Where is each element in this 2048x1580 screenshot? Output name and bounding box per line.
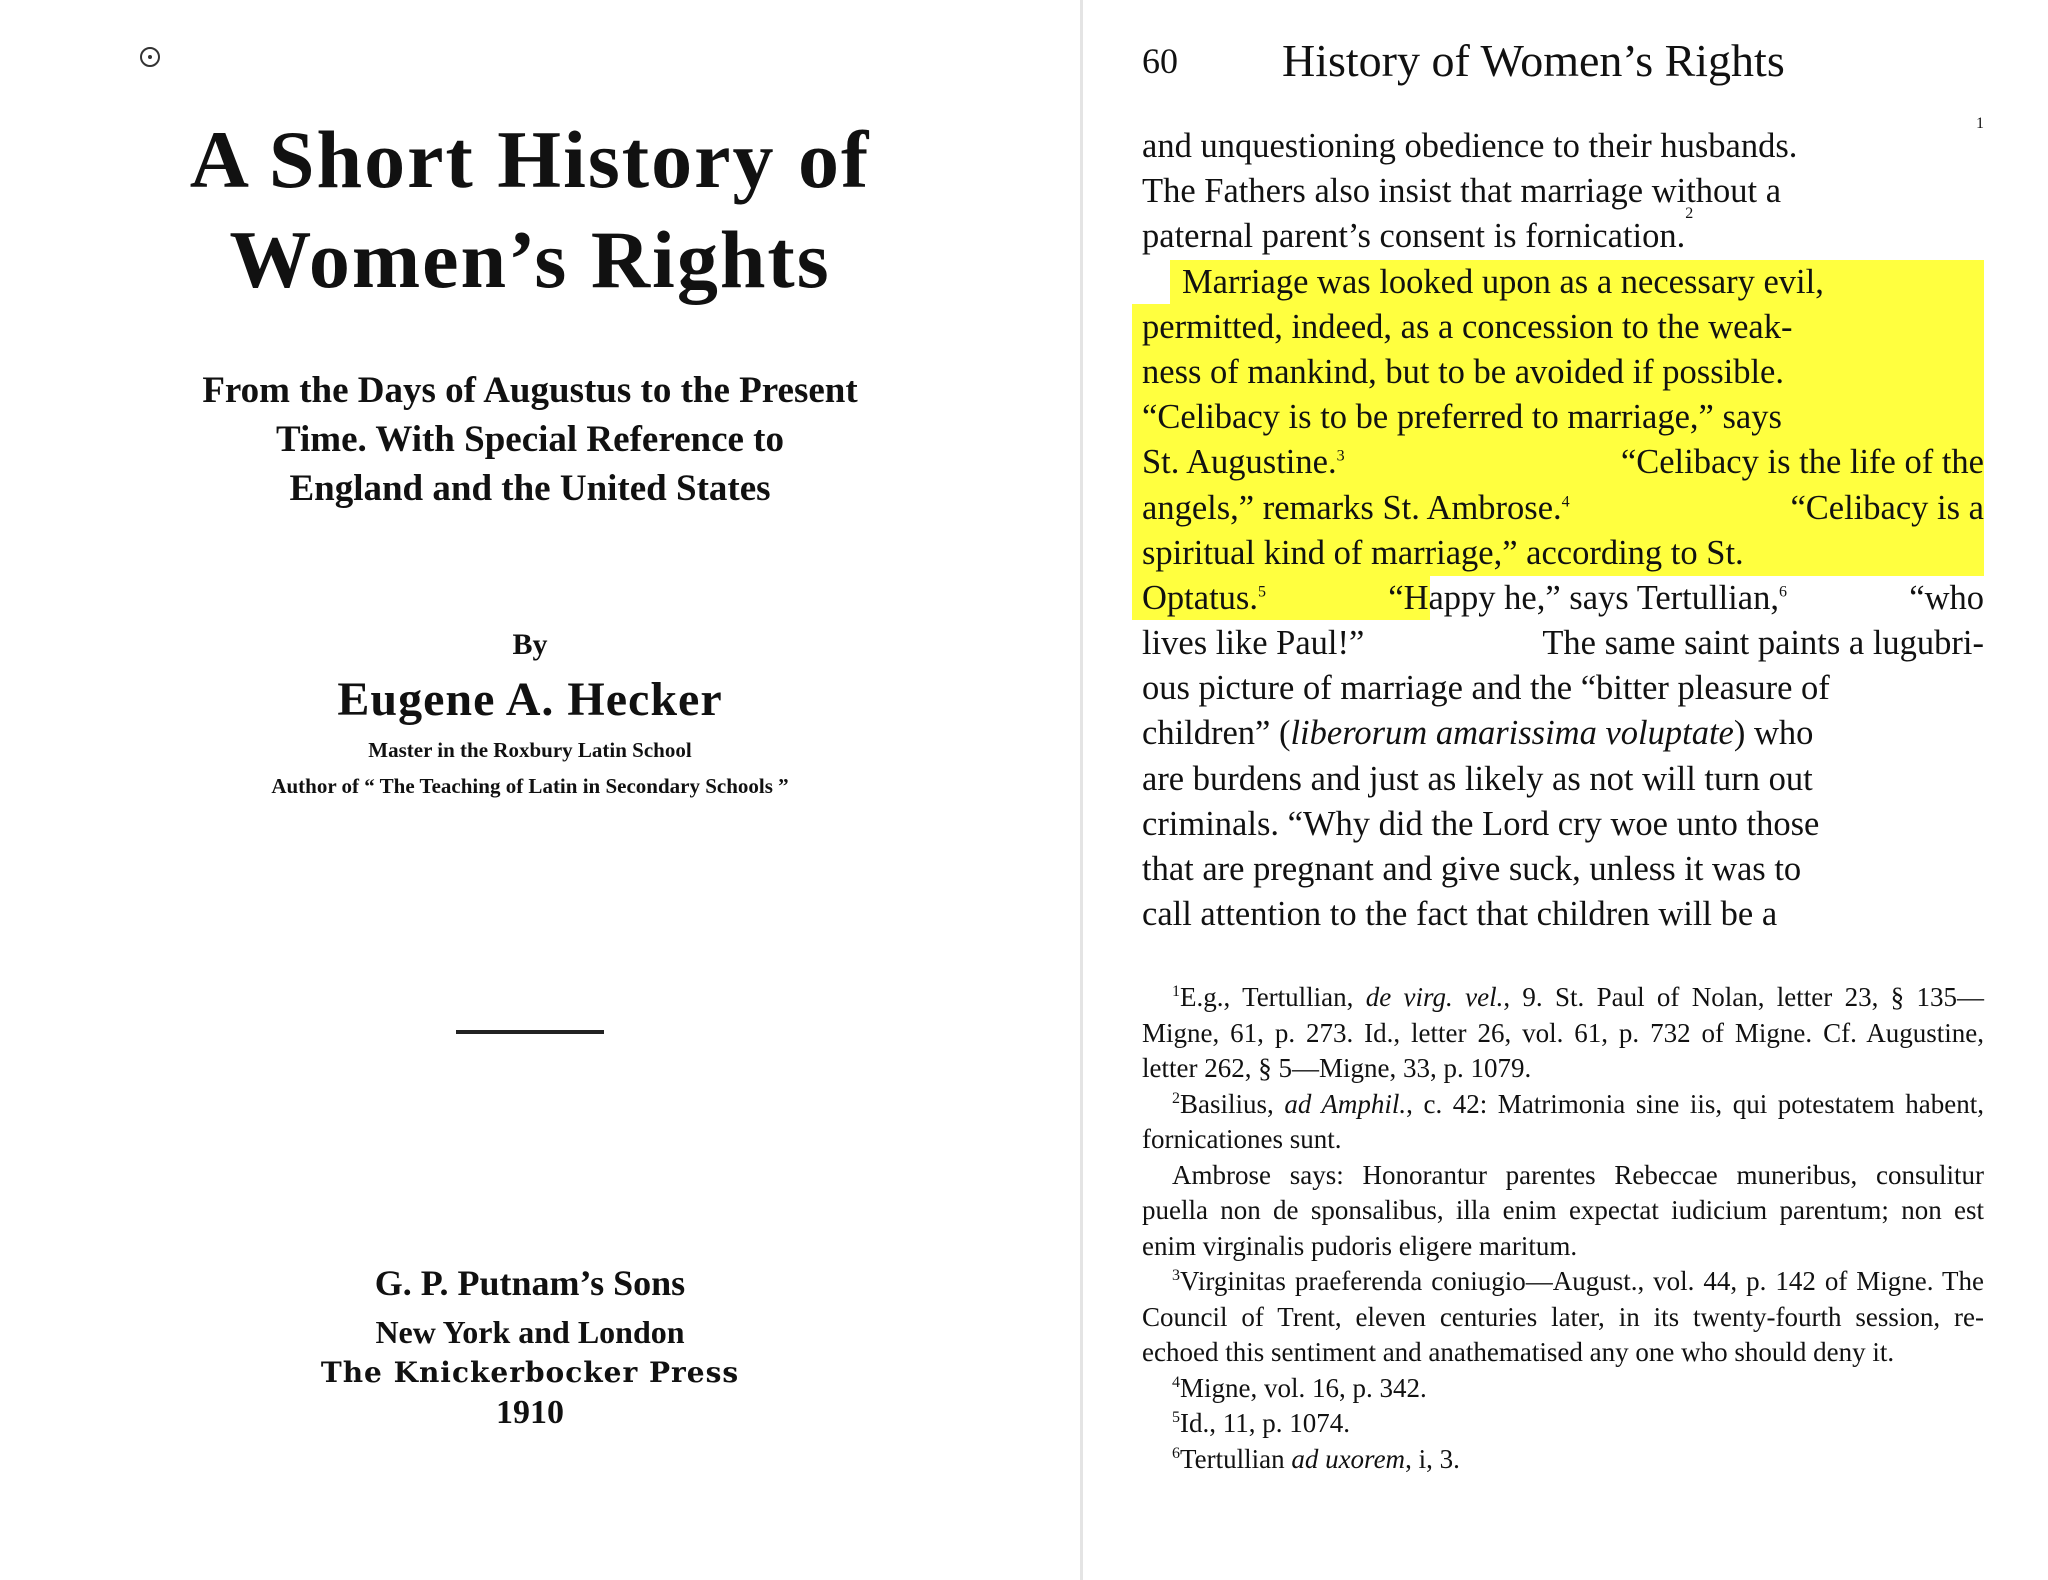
publisher-name: G. P. Putnam’s Sons (374, 1263, 686, 1303)
body-line: angels,” remarks St. Ambrose.$^4$ “Celibacy is a (1142, 488, 1984, 527)
body-line: ous picture of marriage and the “bitter pleasure of (1142, 669, 1830, 708)
by-label: By (512, 628, 548, 661)
page-body (1142, 115, 1984, 937)
page-number: 60 (1142, 41, 1178, 81)
footnote-ref[interactable]: 5 (1257, 583, 1266, 601)
footnotes (1142, 980, 1984, 1477)
book-title (120, 110, 940, 310)
footnote-2-continued: Ambrose says: Honorantur parentes Rebeccae muneribus, consulitur puella non de sponsalibus, illa enim expectat iudicium parentum; non est enim virginalis pudoris eligere maritum. (1142, 1159, 1984, 1261)
title-line-2: Women’s Rights (229, 214, 831, 305)
subtitle-line-1: From the Days of Augustus to the Present (202, 370, 858, 411)
body-line: Optatus.$^5$ “Happy he,” says Tertullian,$^6$ “who (1142, 578, 1984, 617)
body-line: are burdens and just as likely as not will turn out (1142, 759, 1813, 798)
footnote-6: $^6$Tertullian ad uxorem, i, 3. (1172, 1443, 1460, 1474)
author-credentials (120, 732, 940, 804)
footnote-ref[interactable]: 6 (1778, 583, 1787, 601)
footnote-3: $^3$Virginitas praeferenda coniugio—August., vol. 44, p. 142 of Migne. The Council of Trent, eleven centuries later, in its twenty-fourth session, re-echoed this sentiment and anathematised any one who should deny it. (1142, 1266, 1984, 1367)
body-line: St. Augustine.$^3$ “Celibacy is the life of the (1142, 443, 1984, 482)
body-line: permitted, indeed, as a concession to the weak- (1142, 307, 1793, 346)
title-divider (456, 1030, 604, 1034)
footnote-1: $^1$E.g., Tertullian, de virg. vel., 9. St. Paul of Nolan, letter 23, § 135—Migne, 61, p. 273. Id., letter 26, vol. 61, p. 732 of Migne. Cf. Augustine, letter 262, § 5—Migne, 33, p. 1079. (1142, 982, 1984, 1083)
publication-year: 1910 (496, 1394, 564, 1431)
footnote-5: $^5$Id., 11, p. 1074. (1172, 1408, 1350, 1438)
author-role-1: Master in the Roxbury Latin School (368, 738, 692, 762)
body-line: spiritual kind of marriage,” according to St. (1142, 533, 1744, 572)
book-subtitle (120, 366, 940, 513)
body-line: criminals. “Why did the Lord cry woe unto those (1142, 804, 1820, 843)
body-line: call attention to the fact that children will be a (1142, 895, 1778, 934)
publisher-city: New York and London (375, 1314, 685, 1350)
footnote-ref[interactable]: 2 (1685, 205, 1694, 223)
body-line: ness of mankind, but to be avoided if possible. (1142, 352, 1784, 391)
subtitle-line-2: Time. With Special Reference to (276, 419, 784, 460)
body-line: paternal parent’s consent is fornication. 2 (1142, 214, 1984, 259)
footnote-ref[interactable]: 3 (1336, 447, 1345, 465)
footnote-ref[interactable]: 1 (1976, 115, 1984, 132)
body-line: and unquestioning obedience to their husbands. 1 (1142, 124, 1984, 169)
info-icon[interactable] (140, 47, 160, 67)
author-name: Eugene A. Hecker (337, 673, 723, 726)
body-line: Marriage was looked upon as a necessary evil, (1182, 262, 1824, 301)
body-line: children” (liberorum amarissima voluptate) who (1142, 714, 1814, 753)
press-name: The Knickerbocker Press (320, 1356, 740, 1389)
title-line-1: A Short History of (189, 114, 871, 205)
footnote-ref[interactable]: 4 (1561, 493, 1570, 510)
body-line: lives like Paul!” The same saint paints a lugubri- (1142, 624, 1984, 663)
footnote-2: $^2$Basilius, ad Amphil., c. 42: Matrimonia sine iis, qui potestatem habent, fornicationes sunt. (1142, 1088, 1985, 1154)
body-line: that are pregnant and give suck, unless it was to (1142, 850, 1802, 888)
body-line: “Celibacy is to be preferred to marriage,” says (1142, 398, 1782, 437)
body-line: The Fathers also insist that marriage without a (1142, 172, 1782, 211)
author-role-2: Author of “ The Teaching of Latin in Secondary Schools ” (271, 774, 789, 798)
subtitle-line-3: England and the United States (289, 468, 771, 509)
footnote-4: $^4$Migne, vol. 16, p. 342. (1172, 1372, 1427, 1403)
running-title: History of Women’s Rights (1282, 35, 1785, 86)
